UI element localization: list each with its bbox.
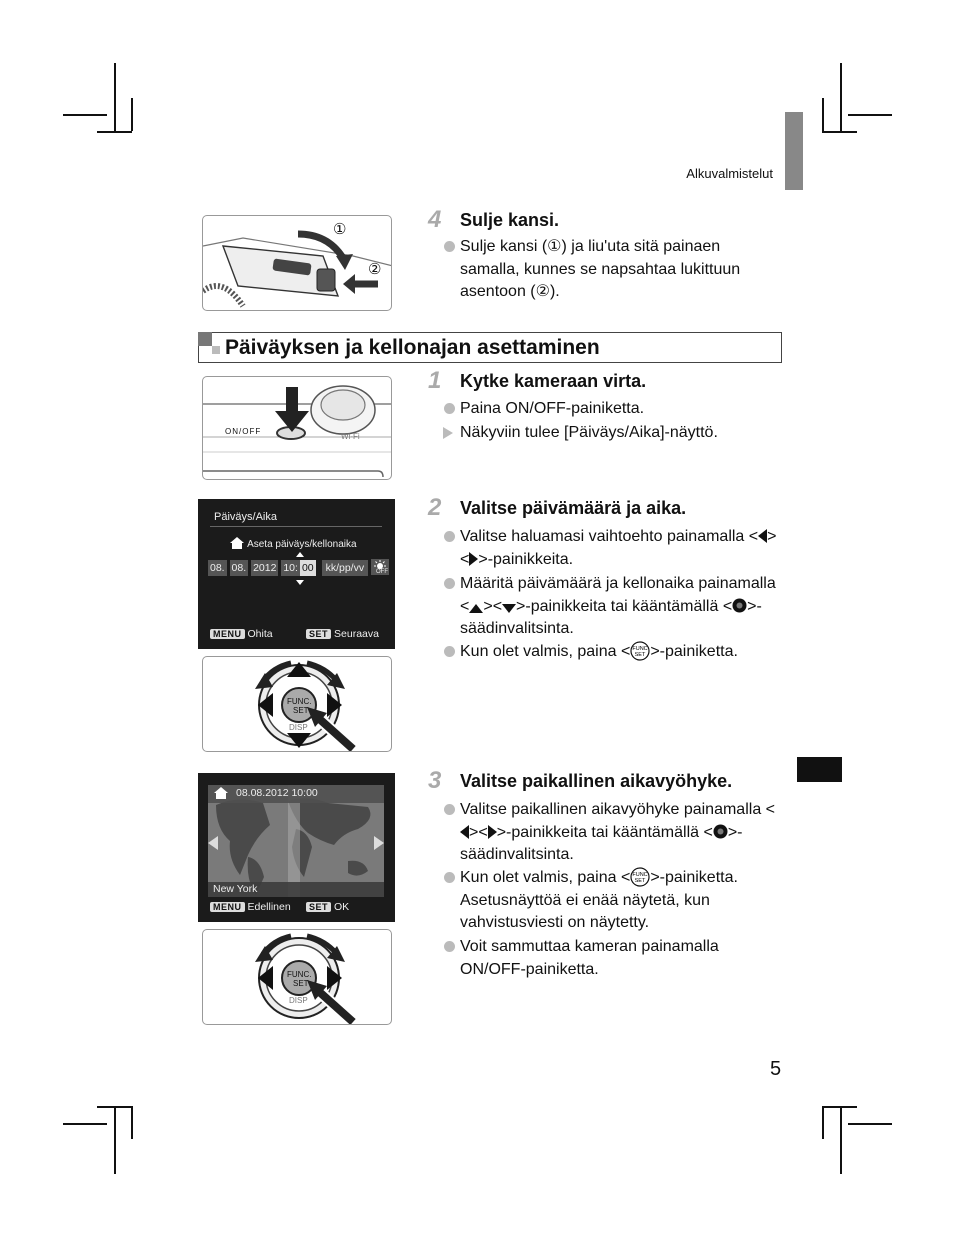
bullet-text: >< [483,597,503,615]
bullet-dot [444,941,455,952]
bullet-text: >-painiketta. Asetusnäyttöä ei enää näytetä, kun vahvistusviesti on näytetty. [460,869,738,931]
control-dial-figure [202,656,392,752]
callout-2: ② [368,261,382,278]
menu-key: MENU [210,902,245,912]
up-indicator-icon [296,552,304,557]
down-indicator-icon [296,580,304,585]
bullet [460,641,780,664]
menu-hint [210,628,273,640]
menu-hint-label: Edellinen [247,901,291,913]
bullet [460,398,780,421]
menu-hint [210,901,291,913]
bullet-text: Valitse haluamasi vaihtoehto painamalla < [460,528,759,545]
format-field: kk/pp/vv [322,560,369,576]
bullet-text: >-säädinvalitsinta. [460,597,762,637]
set-hint-label: OK [334,901,350,913]
svg-text:SET: SET [634,878,646,884]
bullet [460,936,780,981]
right-scroll-icon [374,836,384,850]
bullet-dot [444,403,455,414]
svg-text:SET: SET [634,652,646,658]
home-icon [214,787,228,799]
down-button-icon [502,604,516,613]
date-time-readout: 08.08.2012 10:00 [236,787,318,799]
step-number: 2 [428,494,442,521]
svg-text:FUNC: FUNC [632,646,648,652]
func-label: FUNC. [287,697,312,706]
crop-mark [848,1123,892,1125]
hour-field: 10: [283,562,298,574]
bullet [460,573,780,641]
result-arrow-icon [443,427,453,439]
home-subtitle [230,537,357,552]
step-number: 3 [428,767,442,794]
set-hint [306,901,349,913]
func-set-button-icon [630,867,650,887]
screen-divider [210,526,382,527]
crop-mark [131,98,133,131]
func-label: FUNC. [287,970,312,979]
dst-icon [371,559,389,575]
city-bar [208,882,384,897]
time-zone-screen [198,773,395,922]
day-field: 08. [210,562,225,574]
crop-mark [97,131,132,133]
crop-mark [63,114,107,116]
left-button-icon [460,825,469,839]
year-field: 2012 [253,562,277,574]
step-title: Kytke kameraan virta. [460,371,647,391]
bullet [460,867,780,935]
step-number: 4 [428,206,442,233]
bullet-text: Valitse paikallinen aikavyöhyke painamalla < [460,801,775,818]
bullet-text: Paina ON/OFF-painiketta. [460,400,645,417]
right-button-icon [488,825,497,839]
disp-label: DISP [289,723,308,732]
bullet-text: >-painikkeita tai kääntämällä < [516,597,733,615]
svg-text:FUNC: FUNC [632,872,648,878]
set-label: SET [293,979,309,988]
time-zone-header [208,785,384,803]
crop-mark [822,1106,857,1108]
control-dial-icon [732,598,747,613]
section-label: Alkuvalmistelut [686,166,773,181]
bullet-text: >-painikkeita tai kääntämällä < [496,823,713,841]
bullet [460,526,780,571]
page-number: 5 [770,1058,782,1080]
screen-title: Päiväys/Aika [214,511,277,523]
crop-mark [840,63,842,131]
bullet-dot [444,872,455,883]
date-field-row [208,559,389,577]
right-button-icon [469,552,478,566]
bullet-text: Kun olet valmis, paina < [460,643,631,660]
menu-key: MENU [210,629,245,639]
bullet [460,799,780,867]
bullet-text: Näkyviin tulee [Päiväys/Aika]-näyttö. [460,424,718,441]
bullet-dot [444,646,455,657]
crop-mark [848,114,892,116]
func-set-button-icon [630,641,650,661]
bullet-text: Määritä päivämäärä ja kellonaika painamalla < [460,575,776,615]
crop-mark [822,98,824,131]
set-key: SET [306,629,331,639]
home-icon [230,537,244,552]
bullet-text: Voit sammuttaa kameran painamalla ON/OFF-painiketta. [460,938,719,978]
minute-field: 00 [301,562,314,574]
section-heading: Päiväyksen ja kellonajan asettaminen [225,336,600,359]
bullet-text: Kun olet valmis, paina < [460,869,631,886]
menu-hint-label: Ohita [247,628,273,640]
language-tab [797,757,842,782]
bullet [460,236,780,304]
callout-1: ① [333,221,347,238]
heading-square-icon [212,346,220,354]
bullet-text: >-painiketta. [650,643,738,660]
left-scroll-icon [208,836,218,850]
disp-label: DISP [289,996,308,1005]
set-hint-label: Seuraava [334,628,379,640]
set-key: SET [306,902,331,912]
date-time-screen [198,499,395,649]
set-label: SET [293,706,309,715]
wifi-label: Wi-Fi [341,432,360,441]
set-hint [306,628,379,640]
bullet [460,422,780,445]
crop-mark [63,1123,107,1125]
crop-mark [114,63,116,131]
bullet-text: >< [469,823,488,841]
camera-top-figure [202,376,392,480]
step-title: Valitse päivämäärä ja aika. [460,498,687,518]
crop-mark [822,1106,824,1139]
bullet-dot [444,804,455,815]
step-number: 1 [428,367,442,394]
screen-subtitle: Aseta päiväys/kellonaika [247,539,357,550]
bullet-dot [444,531,455,542]
bullet-text: >-säädinvalitsinta. [460,823,743,863]
dst-label: OFF [376,569,388,575]
control-dial-figure [202,929,392,1025]
step-title: Sulje kansi. [460,210,560,230]
month-field: 08. [231,562,247,574]
up-button-icon [469,604,483,613]
onoff-label: ON/OFF [225,427,262,436]
battery-cover-figure [202,215,392,311]
bullet-dot [444,241,455,252]
crop-mark [97,1106,132,1108]
crop-mark [840,1106,842,1174]
bullet-text: >-painikkeita. [478,550,574,568]
bullet-text: Sulje kansi (①) ja liu'uta sitä painaen samalla, kunnes se napsahtaa lukittuun asentoon (②). [460,238,741,300]
city-name: New York [213,883,258,895]
bullet-dot [444,578,455,589]
chapter-tab [785,112,803,190]
bullet-text: >< [460,528,777,568]
left-button-icon [758,529,767,543]
crop-mark [114,1106,116,1174]
step-title: Valitse paikallinen aikavyöhyke. [460,771,733,791]
heading-square-icon [198,332,212,346]
control-dial-icon [713,824,728,839]
crop-mark [822,131,857,133]
crop-mark [131,1106,133,1139]
